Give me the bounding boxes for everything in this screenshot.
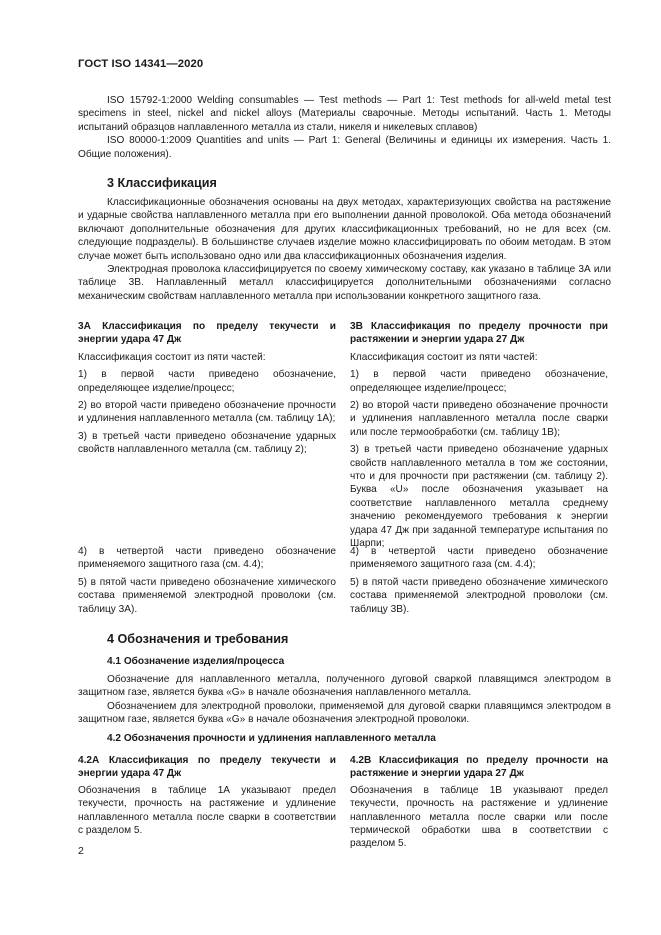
column-3b-intro: Классификация состоит из пяти частей: (350, 351, 538, 363)
column-4-2a-title: 4.2А Классификация по пределу текучести и энергии удара 47 Дж (78, 755, 336, 780)
column-3b-item: 3) в третьей части приведено обозначение ударных свойств наплавленного металла в том же состоянии, что и для прочности при растяжении (см. таблицу 2). Буква «U» после обозначения указывает на соответствие наплавленного металла среднему значению рекомендуемого требования к энергии удара 47 Дж при заданной температуре испытания по Шарпи; (350, 444, 608, 550)
section-4-1-paragraph: Обозначение для наплавленного металла, полученного дуговой сваркой плавящимся электродом в защитном газе, является буква «G» в начале обозначения наплавленного металла. (78, 674, 611, 699)
column-3a-item: 1) в первой части приведено обозначение, определяющее изделие/процесс; (78, 369, 336, 394)
column-3a-title: 3А Классификация по пределу текучести и энергии удара 47 Дж (78, 321, 336, 346)
column-3b-item: 5) в пятой части приведено обозначение химического состава применяемой электродной проволоки (см. таблицу 3В). (350, 576, 608, 615)
column-4-2a (78, 754, 336, 837)
column-3a-intro: Классификация состоит из пяти частей: (78, 351, 266, 363)
column-3a-item: 3) в третьей части приведено обозначение ударных свойств наплавленного металла (см. таблицу 2); (78, 430, 336, 456)
section-4-1-paragraph: Обозначением для электродной проволоки, применяемой для дуговой сварки плавящимся электродом в защитном газе, является буква «G» в начале обозначения электродной проволоки. (78, 700, 611, 726)
section-3-paragraph: Классификационные обозначения основаны на двух методах, характеризующих свойства на растяжение и ударные свойства наплавленного металла при его выполнении данной проволокой. Оба метода обозначений включают дополнительные обозначения для других классификационных требований, но не для всех (см. следующие подразделы). В большинстве случаев изделие можно классифицировать по обоим методам. В этом случае может быть использовано одно или два классификационных обозначения изделия. (78, 197, 611, 262)
section-3-body (78, 196, 611, 303)
column-3a-lower (78, 545, 336, 616)
section-4-1-body (78, 673, 611, 727)
section-4-1-title: 4.1 Обозначение изделия/процесса (107, 656, 285, 667)
section-4-2-title: 4.2 Обозначения прочности и удлинения наплавленного металла (107, 733, 436, 744)
column-3a-item: 5) в пятой части приведено обозначение химического состава применяемой электродной проволоки (см. таблицу 3А). (78, 576, 336, 615)
column-3b-item: 2) во второй части приведено обозначение прочности и удлинения наплавленного металла после сварки или после термообработки (см. таблицу 1В); (350, 400, 608, 438)
column-3a-item: 2) во второй части приведено обозначение прочности и удлинения наплавленного металла (см. таблицу 1А); (78, 400, 336, 425)
document-header: ГОСТ ISO 14341—2020 (78, 58, 204, 70)
reference-iso80000: ISO 80000-1:2009 Quantities and units — Part 1: General (Величины и единицы их измерения. Часть 1. Общие положения). (78, 135, 611, 160)
column-4-2b-text: Обозначения в таблице 1В указывают предел текучести, прочность на растяжение и удлинение наплавленного металла после сварки или после термической обработки шва в соответствии с разделом 5. (350, 784, 608, 850)
column-3b (350, 320, 608, 551)
section-4-title: 4 Обозначения и требования (107, 632, 289, 646)
column-3b-item: 1) в первой части приведено обозначение, определяющее изделие/процесс; (350, 369, 608, 394)
column-4-2b (350, 754, 608, 851)
column-4-2b-title: 4.2В Классификация по пределу прочности на растяжение и энергии удара 27 Дж (350, 755, 608, 780)
page-number: 2 (78, 845, 84, 857)
column-3a (78, 320, 336, 457)
references-block (78, 94, 611, 161)
reference-iso15792: ISO 15792-1:2000 Welding consumables — Test methods — Part 1: Test methods for all-weld metal test specimens in steel, nickel and nickel alloys (Материалы сварочные. Методы испытаний. Часть 1. Методы испытаний образцов наплавленного металла из стали, никеля и никелевых сплавов) (78, 95, 611, 133)
column-3b-item: 4) в четвертой части приведено обозначение применяемого защитного газа (см. 4.4); (350, 546, 608, 571)
section-3-title: 3 Классификация (107, 176, 217, 190)
column-3b-title: 3В Классификация по пределу прочности при растяжении и энергии удара 27 Дж (350, 321, 608, 346)
column-3b-lower (350, 545, 608, 616)
section-3-paragraph: Электродная проволока классифицируется по своему химическому составу, как указано в таблице 3А или таблице 3В. Наплавленный металл классифицируется дополнительными обозначениями согласно механическим свойствам наплавленного металла при использовании конкретного защитного газа. (78, 264, 611, 302)
column-3a-item: 4) в четвертой части приведено обозначение применяемого защитного газа (см. 4.4); (78, 546, 336, 571)
column-4-2a-text: Обозначения в таблице 1А указывают предел текучести, прочность на растяжение и удлинение наплавленного металла после сварки в соответствии с разделом 5. (78, 784, 336, 837)
